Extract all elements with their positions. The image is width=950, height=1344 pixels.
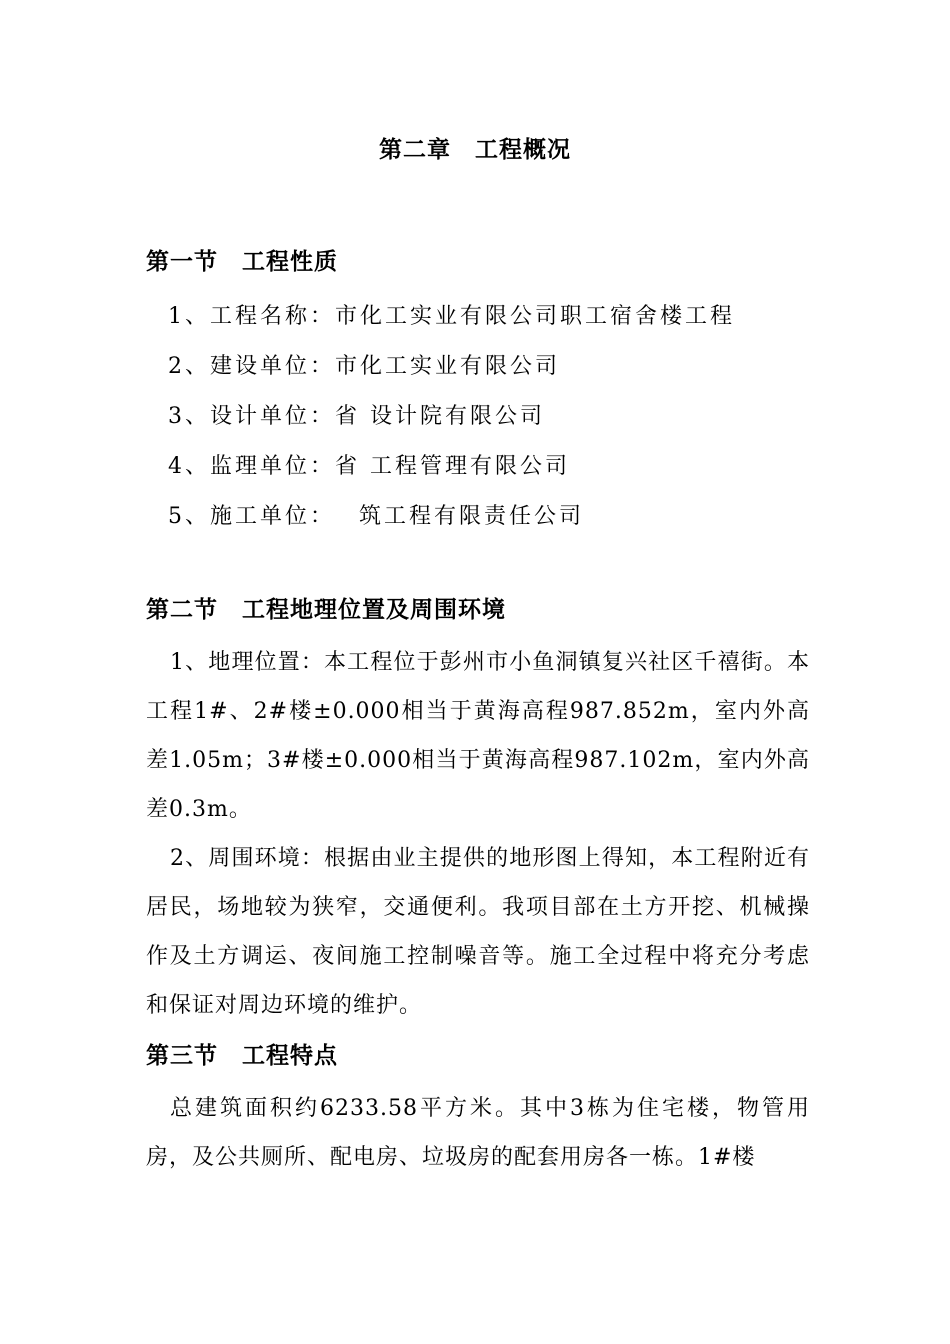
project-name-item: 1、工程名称：市化工实业有限公司职工宿舍楼工程 [168,304,735,329]
section-heading-nature: 第一节 工程性质 [146,248,338,275]
owner-unit-item: 2、建设单位：市化工实业有限公司 [168,354,560,379]
environment-paragraph: 2、周围环境：根据由业主提供的地形图上得知，本工程附近有居民，场地较为狭窄，交通便利。我项目部在土方开挖、机械操作及土方调运、夜间施工控制噪音等。施工全过程中将充分考虑和保证对周边环境的维护。 [146,846,810,1018]
supervision-unit-item: 4、监理单位：省 工程管理有限公司 [168,454,570,479]
chapter-title: 第二章 工程概况 [379,136,571,163]
construction-unit-item: 5、施工单位： 筑工程有限责任公司 [168,504,584,529]
location-paragraph: 1、地理位置：本工程位于彭州市小鱼洞镇复兴社区千禧街。本工程1#、2#楼±0.000相当于黄海高程987.852m，室内外高差1.05m；3#楼±0.000相当于黄海高程987.102m，室内外高差0.3m。 [146,650,810,822]
section-heading-location: 第二节 工程地理位置及周围环境 [146,596,506,623]
design-unit-item: 3、设计单位：省 设计院有限公司 [168,404,545,429]
project-info-list [168,292,735,542]
features-paragraph: 总建筑面积约6233.58平方米。其中3栋为住宅楼，物管用房，及公共厕所、配电房、垃圾房的配套用房各一栋。1#楼 [146,1096,810,1170]
section-heading-features: 第三节 工程特点 [146,1042,338,1069]
